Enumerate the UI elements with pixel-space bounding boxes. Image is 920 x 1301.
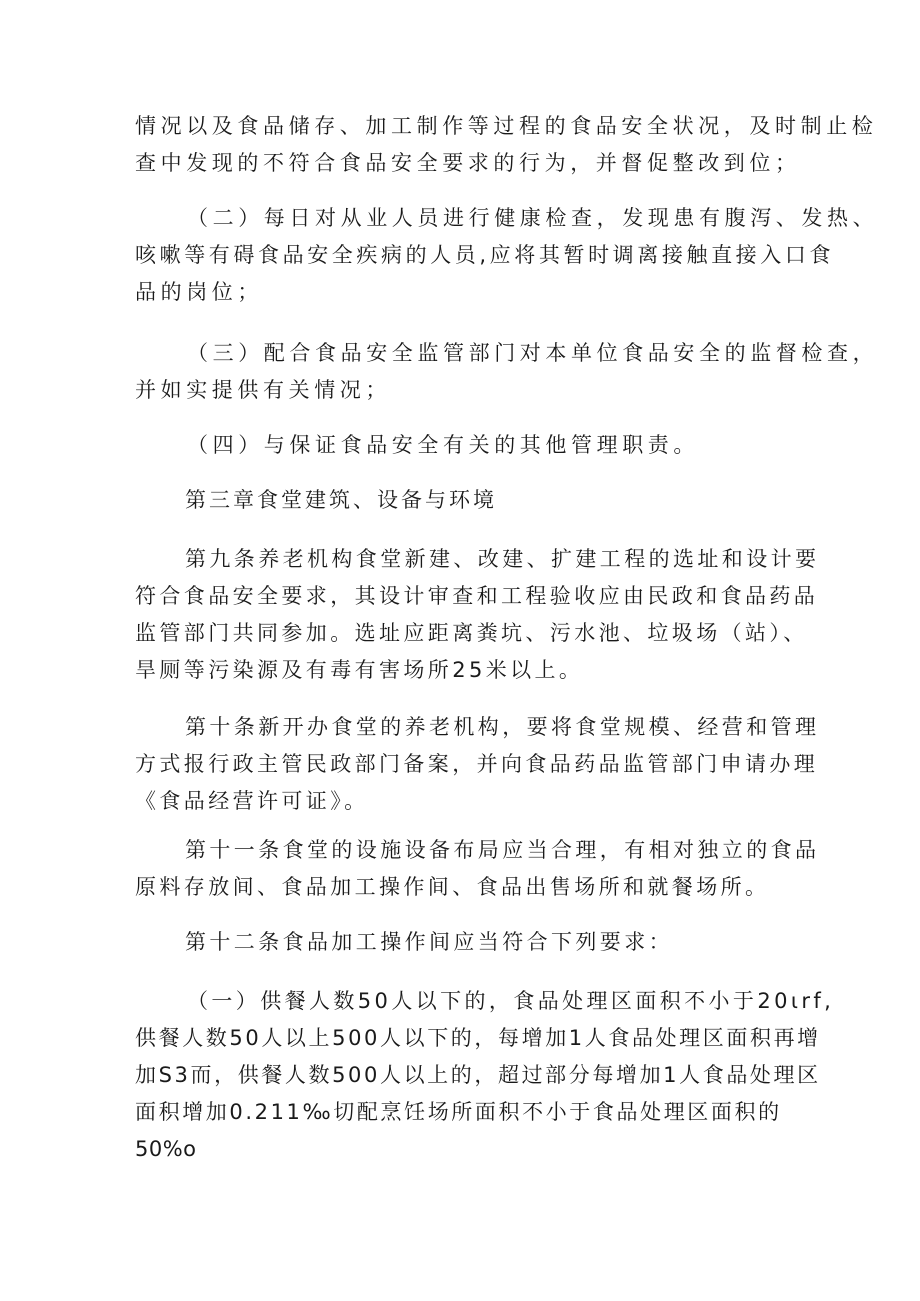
paragraph-line: 咳嗽等有碍食品安全疾病的人员,应将其暂时调离接触直接入口食 <box>135 243 835 267</box>
paragraph-line: 旱厕等污染源及有毒有害场所25米以上。 <box>135 658 584 682</box>
paragraph-line: 第十条新开办食堂的养老机构，要将食堂规模、经营和管理 <box>185 715 820 739</box>
paragraph-line: 查中发现的不符合食品安全要求的行为，并督促整改到位； <box>135 151 801 175</box>
paragraph-line: 加S3而，供餐人数500人以上的，超过部分每增加1人食品处理区 <box>135 1063 821 1087</box>
paragraph-line: 方式报行政主管民政部门备案，并向食品药品监管部门申请办理 <box>135 752 819 776</box>
paragraph-line: 并如实提供有关情况； <box>135 378 391 402</box>
paragraph-line: 原料存放间、食品加工操作间、食品出售场所和就餐场所。 <box>135 875 770 899</box>
paragraph-line: 品的岗位； <box>135 280 263 304</box>
paragraph-line: （三）配合食品安全监管部门对本单位食品安全的监督检查， <box>187 341 879 365</box>
paragraph-line: 符合食品安全要求，其设计审查和工程验收应由民政和食品药品 <box>135 584 819 608</box>
paragraph-line: 第九条养老机构食堂新建、改建、扩建工程的选址和设计要 <box>185 547 820 571</box>
paragraph-line: 供餐人数50人以上500人以下的，每增加1人食品处理区面积再增 <box>135 1026 821 1050</box>
chapter-heading: 第三章食堂建筑、设备与环境 <box>185 488 497 512</box>
paragraph-line: （一）供餐人数50人以下的，食品处理区面积不小于20ιrf, <box>187 989 835 1013</box>
paragraph-line: 《食品经营许可证》。 <box>135 789 369 813</box>
paragraph-line: 监管部门共同参加。选址应距离粪坑、污水池、垃圾场（站）、 <box>135 621 808 645</box>
paragraph-line: 第十一条食堂的设施设备布局应当合理，有相对独立的食品 <box>185 838 820 862</box>
paragraph-line: 面积增加0.211‰切配烹饪场所面积不小于食品处理区面积的 <box>135 1100 782 1124</box>
paragraph-line: 50%o <box>135 1137 197 1161</box>
paragraph-line: （四）与保证食品安全有关的其他管理职责。 <box>187 433 699 457</box>
paragraph-line: 情况以及食品储存、加工制作等过程的食品安全状况，及时制止检 <box>135 114 878 138</box>
paragraph-line: （二）每日对从业人员进行健康检查，发现患有腹泻、发热、 <box>187 206 879 230</box>
paragraph-line: 第十二条食品加工操作间应当符合下列要求： <box>185 930 673 954</box>
